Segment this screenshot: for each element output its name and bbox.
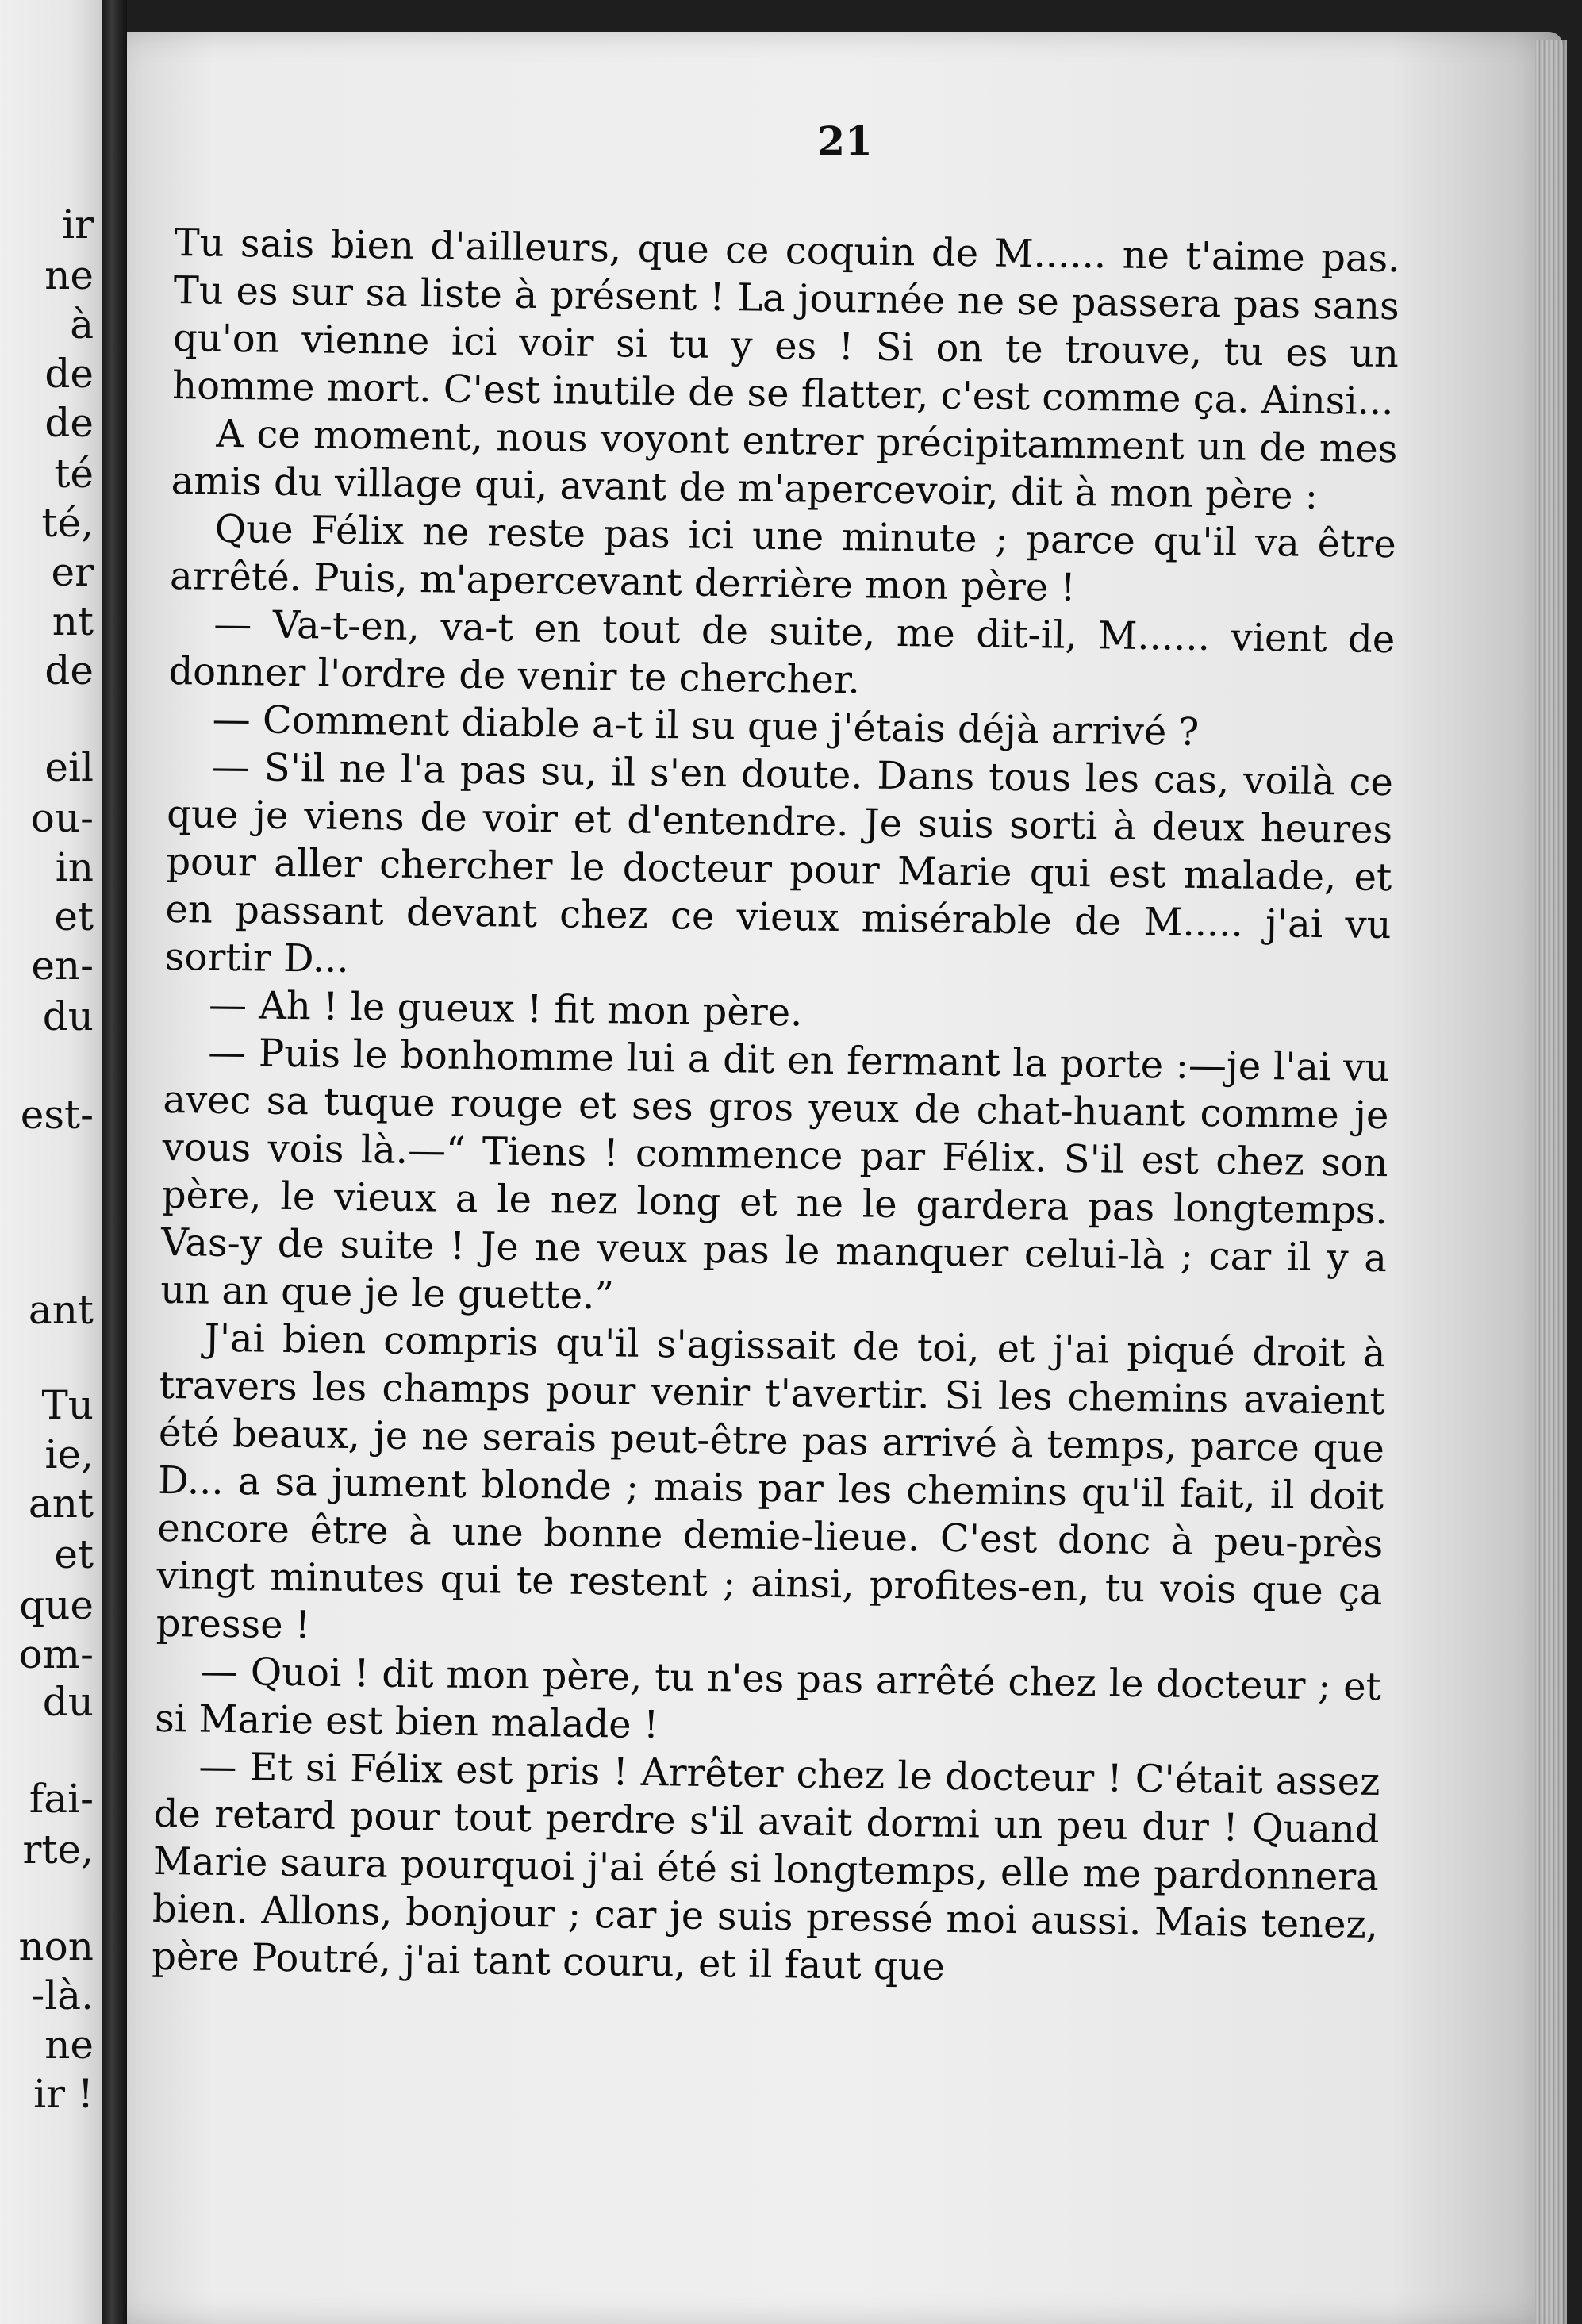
paragraph: — Puis le bonhomme lui a dit en fermant la porte :—je l'ai vu avec sa tuque rouge et ses gros yeux de chat-huant comme je vous vois là.—“ Tiens ! commence par Félix. S'il est chez son père, le vieux a le nez long et ne le gardera pas longtemps. Vas-y de suite ! Je ne veux pas le manquer celui-là ; car il y a un an que je le guette.”: [159, 1030, 1390, 1319]
margin-fragment: er: [51, 549, 94, 595]
margin-fragment: ir !: [33, 2071, 94, 2117]
paragraph: — Quoi ! dit mon père, tu n'es pas arrêté chez le docteur ; et si Marie est bien malade !: [154, 1649, 1382, 1748]
margin-fragment: est-: [20, 1092, 94, 1138]
margin-fragment: té: [54, 451, 94, 497]
margin-fragment: que: [19, 1582, 94, 1628]
margin-fragment: eil: [44, 744, 94, 790]
margin-fragment: ie,: [44, 1431, 94, 1477]
margin-fragment: à: [70, 302, 94, 348]
paragraph: — Ah ! le gueux ! fit mon père.: [208, 982, 803, 1035]
margin-fragment: ir: [62, 202, 94, 248]
margin-fragment: ne: [44, 252, 94, 298]
paragraph: — Va-t-en, va-t en tout de suite, me dit-il, M...... vient de donner l'ordre de venir te chercher.: [168, 601, 1396, 703]
page-edge-stack: [1535, 40, 1567, 2324]
page-text: [152, 219, 1400, 1996]
margin-fragment: Tu: [41, 1382, 94, 1428]
margin-fragment: ant: [28, 1287, 94, 1333]
margin-fragment: en-: [31, 943, 94, 989]
paragraph: — Et si Félix est pris ! Arrêter chez le docteur ! C'était assez de retard pour tout perdre s'il avait dormi un peu dur ! Quand Marie saura pourquoi j'ai été si longtemps, elle me pardonnera bien. Allons, bonjour ; car je suis pressé moi aussi. Mais tenez, père Poutré, j'ai tant couru, et il faut que: [151, 1744, 1380, 1989]
margin-fragment: de: [44, 647, 94, 693]
margin-fragment: om-: [18, 1631, 94, 1677]
book-page: [127, 32, 1563, 2324]
margin-fragment: non: [18, 1923, 94, 1969]
paragraph: Que Félix ne reste pas ici une minute ; parce qu'il va être arrêté. Puis, m'apercevant derrière mon père !: [169, 506, 1397, 610]
paragraph: A ce moment, nous voyont entrer précipitamment un de mes amis du village qui, avant de m'apercevoir, dit à mon père :: [171, 411, 1398, 518]
margin-fragment: ne: [44, 2022, 94, 2068]
paragraph: — S'il ne l'a pas su, il s'en doute. Dans tous les cas, voilà ce que je viens de voir et d'entendre. Je suis sorti à deux heures pour aller chercher le docteur pour Marie qui est malade, et en passant devant chez ce vieux misérable de M..... j'ai vu sortir D...: [164, 744, 1394, 981]
margin-fragment: et: [54, 893, 94, 939]
margin-fragment: du: [42, 1679, 94, 1725]
paragraph: Tu sais bien d'ailleurs, que ce coquin de M...... ne t'aime pas. Tu es sur sa liste à présent ! La journée ne se passera pas sans qu'on vienne ici voir si tu y es ! Si on te trouve, tu es un homme mort. C'est inutile de se flatter, c'est comme ça. Ainsi...: [171, 220, 1400, 424]
margin-fragment: de: [44, 351, 94, 397]
margin-fragment: et: [54, 1531, 94, 1577]
margin-fragment: du: [42, 993, 94, 1039]
margin-fragment: fai-: [29, 1776, 94, 1822]
margin-fragment: -là.: [31, 1973, 94, 2019]
previous-page-margin: [0, 0, 102, 2324]
book-gutter: [102, 0, 127, 2324]
margin-fragment: té,: [41, 500, 94, 546]
page-number: 21: [817, 117, 873, 164]
margin-fragment: de: [44, 400, 94, 446]
margin-fragment: ant: [28, 1481, 94, 1527]
margin-fragment: in: [55, 844, 94, 890]
paragraph: — Comment diable a-t il su que j'étais déjà arrivé ?: [212, 697, 1200, 755]
margin-fragment: rte,: [22, 1827, 94, 1873]
margin-fragment: ou-: [30, 795, 94, 841]
margin-fragment: nt: [52, 598, 94, 644]
paragraph: J'ai bien compris qu'il s'agissait de toi, et j'ai piqué droit à travers les champs pour venir t'avertir. Si les chemins avaient été beaux, je ne serais peut-être pas arrivé à temps, parce que D... a sa jument blonde ; mais par les chemins qu'il fait, il doit encore être à une bonne demie-lieue. C'est donc à peu-près vingt minutes qui te restent ; ainsi, profites-en, tu vois que ça presse !: [156, 1316, 1386, 1648]
